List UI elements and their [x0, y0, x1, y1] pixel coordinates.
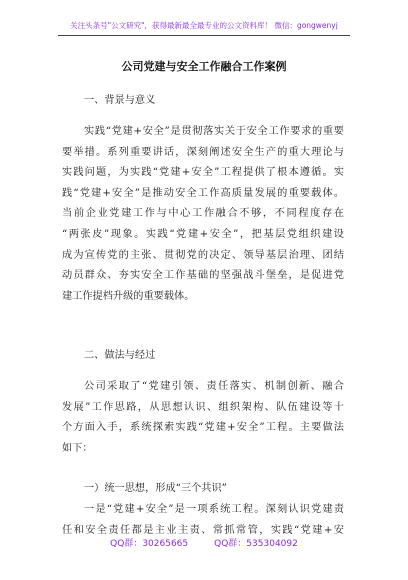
paragraph-line: 公司采取了“党建引领、责任落实、机制创新、融合 [84, 381, 344, 392]
header-promo-note: 关注头条号"公文研究"，获得最新最全最专业的公文资料库！ 微信：gongwenyj [70, 21, 338, 30]
paragraph-line: 任和安全责任都是主业主责、常抓常管，实践“党建+安 [62, 524, 344, 536]
footer-qq-groups [0, 536, 408, 549]
paragraph-line: 一是“党建+安全”是一项系统工程。深刻认识党建责 [84, 504, 344, 515]
paragraph-line: 实践“党建+安全”是贯彻落实关于安全工作要求的重要 [84, 126, 344, 137]
paragraph-line: 建工作提档升级的重要载体。 [62, 290, 195, 302]
header-divider [58, 35, 350, 36]
footer-qq-group-1: QQ群：30265665 [110, 539, 189, 549]
paragraph-line: 实践问题，为实践“党建+安全”工程提供了根本遵循。实 [62, 167, 344, 179]
paragraph-line: 践“党建+安全”是推动安全工作高质量发展的重要载体。 [62, 187, 344, 199]
paragraph-line: 成为宣传党的主张、贯彻党的决定、领导基层治理、团结 [62, 249, 344, 261]
paragraph-line: 如下： [62, 442, 93, 454]
subheading-unify-thinking: 一）统一思想，形成“三个共识” [84, 483, 227, 494]
footer-qq-group-2: QQ群：535304092 [214, 539, 298, 549]
paragraph-line: 要举措。系列重要讲话，深刻阐述安全生产的重大理论与 [62, 146, 344, 158]
paragraph-line: 发展”工作思路，从思想认识、组织架构、队伍建设等十 [62, 401, 344, 413]
section-heading-background: 一、背景与意义 [84, 95, 156, 106]
paragraph-approach [62, 377, 344, 459]
section-heading-approach: 二、做法与经过 [84, 350, 156, 361]
paragraph-line: 动员群众、夯实安全工作基础的坚强战斗堡垒，是促进党 [62, 270, 344, 282]
paragraph-line: “两张皮”现象。实践“党建+安全”，把基层党组织建设 [62, 228, 344, 240]
paragraph-line: 当前企业党建工作与中心工作融合不够，不同程度存在 [62, 208, 344, 220]
paragraph-line: 个方面入手，系统探索实践“党建+安全”工程。主要做法 [62, 422, 344, 434]
paragraph-unify-thinking [62, 500, 344, 541]
document-title: 公司党建与安全工作融合工作案例 [121, 60, 287, 73]
paragraph-background [62, 122, 344, 307]
